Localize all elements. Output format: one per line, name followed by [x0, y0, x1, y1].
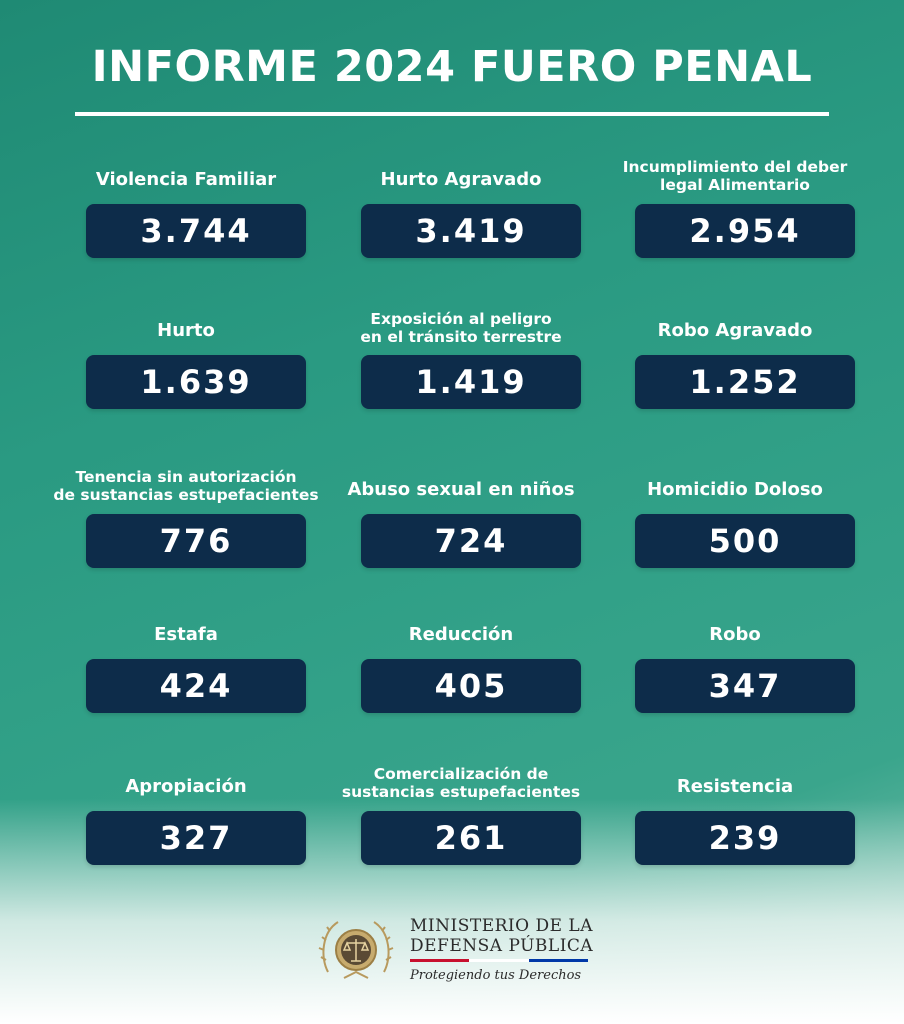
stat-value: 239 [635, 811, 855, 865]
stat-value: 776 [86, 514, 306, 568]
stat-label: Hurto [157, 320, 215, 341]
stat-label: Incumplimiento del deber legal Alimentario [622, 158, 848, 194]
stat-value: 1.639 [86, 355, 306, 409]
flag-stripe [410, 959, 588, 962]
org-name-line2: DEFENSA PÚBLICA [410, 936, 594, 956]
stat-value: 347 [635, 659, 855, 713]
stat-value: 1.419 [361, 355, 581, 409]
stat-value: 424 [86, 659, 306, 713]
stat-label: Exposición al peligro en el tránsito terrestre [360, 310, 562, 346]
stat-label: Abuso sexual en niños [347, 479, 575, 500]
stat-label: Comercialización de sustancias estupefacientes [341, 765, 581, 801]
stat-value: 500 [635, 514, 855, 568]
stat-value: 1.252 [635, 355, 855, 409]
stat-label: Tenencia sin autorización de sustancias estupefacientes [53, 468, 319, 504]
stat-label: Hurto Agravado [380, 169, 542, 190]
org-name-line1: MINISTERIO DE LA [410, 916, 593, 936]
stat-value: 261 [361, 811, 581, 865]
stat-label: Homicidio Doloso [647, 479, 823, 500]
stat-label: Robo [709, 624, 761, 645]
stat-value: 2.954 [635, 204, 855, 258]
stat-value: 3.744 [86, 204, 306, 258]
stat-label: Robo Agravado [657, 320, 813, 341]
scales-of-justice-seal-icon [318, 912, 394, 988]
stat-value: 327 [86, 811, 306, 865]
stat-value: 405 [361, 659, 581, 713]
stat-value: 3.419 [361, 204, 581, 258]
page-title: INFORME 2024 FUERO PENAL [91, 42, 813, 92]
org-motto: Protegiendo tus Derechos [410, 968, 582, 983]
stat-label: Apropiación [125, 776, 247, 797]
stat-label: Resistencia [676, 776, 794, 797]
stat-label: Reducción [408, 624, 514, 645]
stat-value: 724 [361, 514, 581, 568]
stat-label: Estafa [154, 624, 218, 645]
stat-label: Violencia Familiar [95, 169, 277, 190]
ministry-logo [318, 912, 608, 992]
